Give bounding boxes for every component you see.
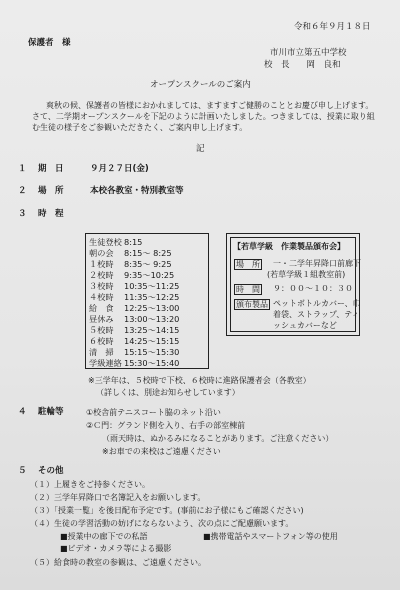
place-tag: 場 所 bbox=[236, 260, 260, 269]
schedule-row: 学級連絡 15:30～15:40 bbox=[89, 358, 180, 368]
other-item-4: （４）生徒の学習活動の妨げにならないよう、次の点にご配慮願います。 bbox=[30, 519, 294, 528]
consideration-item: ■授業中の廊下での私語 bbox=[60, 532, 148, 541]
schedule-row: １校時 8:35～ 9:25 bbox=[89, 259, 172, 269]
distribution-box bbox=[226, 233, 360, 336]
section-5-number: ５ bbox=[18, 466, 27, 476]
consideration-item: ■ビデオ・カメラ等による撮影 bbox=[60, 544, 172, 553]
principal-name: 校 長 岡 良和 bbox=[264, 60, 341, 70]
section-1-value: ９月２７日(金) bbox=[90, 164, 149, 174]
distribution-items-line: ッシュカバーなど bbox=[273, 321, 337, 330]
section-5-label: その他 bbox=[38, 466, 64, 476]
time-tag: 時 間 bbox=[236, 285, 260, 294]
schedule-table bbox=[85, 233, 209, 369]
section-4-number: ４ bbox=[18, 407, 27, 417]
section-2-number: ２ bbox=[18, 186, 27, 196]
issue-date: 令和６年９月１８日 bbox=[294, 22, 371, 32]
distribution-items-line: ペットボトルカバー、巾 bbox=[273, 299, 361, 308]
section-2-value: 本校各教室・特別教室等 bbox=[90, 186, 184, 196]
ki-heading: 記 bbox=[196, 144, 205, 154]
parking-rain-note: （雨天時は、ぬかるみになることがあります。ご注意ください） bbox=[102, 434, 334, 443]
document-title: オープンスクールのご案内 bbox=[150, 80, 251, 90]
schedule-note-1: ※三学年は、５校時で下校、６校時に進路保護者会（各教室） bbox=[88, 376, 311, 385]
schedule-row: ６校時 14:25～15:15 bbox=[89, 336, 180, 346]
distribution-place: 一・二学年昇降口前廊下 bbox=[273, 259, 361, 268]
schedule-row: ２校時 9:35～10:25 bbox=[89, 270, 175, 280]
recipient: 保護者 様 bbox=[28, 38, 71, 48]
section-3-number: ３ bbox=[18, 209, 27, 219]
parking-item-1: ①校舎前テニスコート脇のネット沿い bbox=[86, 408, 221, 417]
schedule-row: ５校時 13:25～14:15 bbox=[89, 325, 180, 335]
section-1-number: １ bbox=[18, 164, 27, 174]
other-item-3: （３）「授業一覧」を後日配布予定です。(事前にお子様にもご確認ください) bbox=[30, 506, 304, 515]
school-name: 市川市立第五中学校 bbox=[270, 48, 347, 58]
distribution-time: ９：００～１０：３０ bbox=[273, 284, 353, 293]
section-2-label: 場 所 bbox=[38, 186, 64, 196]
intro-line-2: さて、二学期オープンスクールを下記のように計画いたしました。つきましては、授業に取り組 bbox=[32, 112, 375, 121]
schedule-row: 生徒登校 8:15 bbox=[89, 237, 143, 247]
schedule-row: 給 食 12:25～13:00 bbox=[89, 303, 180, 313]
consideration-item: ■携帯電話やスマートフォン等の使用 bbox=[203, 532, 338, 541]
intro-line-1: 爽秋の候、保護者の皆様におかれましては、ますますご健勝のこととお慶び申し上げます。 bbox=[46, 101, 374, 110]
intro-line-3: む生徒の様子をご参観いただきたく、ご案内申し上げます。 bbox=[32, 123, 248, 132]
other-item-2: （２）三学年昇降口で名簿記入をお願いします。 bbox=[30, 493, 206, 502]
other-item-1: （１）上履きをご持参ください。 bbox=[30, 480, 150, 489]
parking-car-note: ※お車での来校はご遠慮ください bbox=[102, 447, 221, 456]
section-4-label: 駐輪等 bbox=[38, 407, 64, 417]
section-1-label: 期 日 bbox=[38, 164, 64, 174]
items-tag: 頒布製品 bbox=[236, 300, 268, 309]
schedule-note-2: （詳しくは、別途お知らせしています） bbox=[96, 388, 240, 397]
parking-item-2: ②Ｃ門：グランド側を入り、右手の部室棟前 bbox=[86, 421, 246, 430]
distribution-items-line: 着袋、ストラップ、ティ bbox=[273, 310, 360, 319]
section-3-label: 時 程 bbox=[38, 209, 64, 219]
other-item-5: （５）給食時の教室の参観は、ご遠慮ください。 bbox=[30, 558, 206, 567]
schedule-row: 昼休み 13:00～13:20 bbox=[89, 314, 180, 324]
schedule-row: ４校時 11:35～12:25 bbox=[89, 292, 180, 302]
distribution-title: 【若草学級 作業製品頒布会】 bbox=[233, 242, 345, 251]
schedule-row: ３校時 10:35～11:25 bbox=[89, 281, 180, 291]
schedule-row: 朝の会 8:15～ 8:25 bbox=[89, 248, 172, 258]
distribution-place-detail: (若草学級１組教室前) bbox=[267, 270, 346, 279]
schedule-row: 清 掃 15:15～15:30 bbox=[89, 347, 180, 357]
